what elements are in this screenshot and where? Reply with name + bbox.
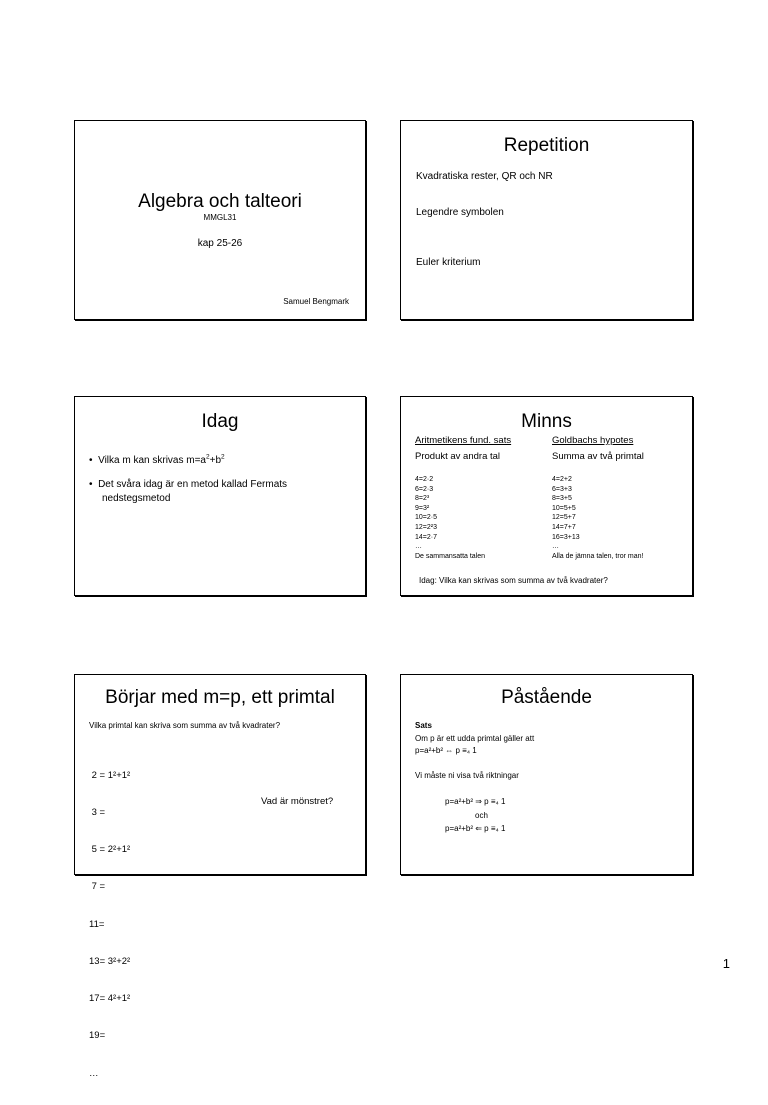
list-item: 14=7+7 bbox=[552, 523, 576, 531]
course-code: MMGL31 bbox=[203, 213, 237, 222]
sats-line-1: Om p är ett udda primtal gäller att bbox=[415, 734, 535, 743]
sats-label: Sats bbox=[415, 721, 432, 730]
right-list bbox=[552, 475, 643, 561]
slide-repetition bbox=[400, 120, 693, 320]
slide2-title: Repetition bbox=[503, 135, 590, 156]
list-item: 12=2²3 bbox=[415, 523, 437, 531]
slide-idag bbox=[74, 396, 366, 596]
slide5-title: Börjar med m=p, ett primtal bbox=[105, 687, 335, 708]
list-item: 5 = 2²+1² bbox=[89, 844, 131, 856]
och-label: och bbox=[475, 811, 488, 820]
right-header: Goldbachs hypotes bbox=[552, 435, 634, 446]
slide1-title: Algebra och talteori bbox=[138, 191, 302, 212]
list-item: 12=5+7 bbox=[552, 514, 576, 522]
repetition-item-3: Euler kriterium bbox=[416, 257, 481, 268]
left-header: Aritmetikens fund. sats bbox=[415, 435, 512, 446]
prime-list bbox=[89, 745, 130, 1105]
bullet-2-line-1: Det svåra idag är en metod kallad Fermats bbox=[98, 479, 288, 490]
list-item: 2 = 1²+1² bbox=[89, 769, 131, 781]
list-item: 14=2·7 bbox=[415, 533, 437, 541]
left-footer: De sammansatta talen bbox=[415, 552, 486, 560]
list-item: 17= 4²+1² bbox=[89, 993, 131, 1005]
list-item: 8=3+5 bbox=[552, 495, 572, 503]
sats-line-3: Vi måste ni visa två riktningar bbox=[415, 771, 519, 780]
bullet-2-line-2: nedstegsmetod bbox=[102, 493, 171, 504]
list-item: 13= 3²+2² bbox=[89, 955, 131, 967]
right-subheader: Summa av två primtal bbox=[552, 451, 644, 462]
list-item: 7 = bbox=[89, 881, 106, 893]
bullet-1: • Vilka m kan skrivas $m=a^2+b^2$ bbox=[89, 453, 225, 466]
list-item: 6=2·3 bbox=[415, 485, 434, 493]
sats-line-2: p=a²+b² ⇔ p ≡₄ 1 bbox=[415, 746, 477, 755]
page-number: 1 bbox=[722, 956, 730, 971]
bullet-dot-icon: • bbox=[89, 479, 93, 490]
slide6-title: Påstående bbox=[501, 687, 592, 708]
slide-minns bbox=[400, 396, 693, 596]
list-item: … bbox=[552, 543, 559, 551]
direction-2: p=a²+b² ⇐ p ≡₄ 1 bbox=[445, 824, 506, 833]
list-item: 19= bbox=[89, 1030, 106, 1042]
list-item: 4=2·2 bbox=[415, 476, 434, 483]
slide-pastaende bbox=[400, 674, 693, 875]
direction-1: p=a²+b² ⇒ p ≡₄ 1 bbox=[445, 797, 506, 806]
list-item: 10=5+5 bbox=[552, 504, 576, 512]
pattern-question: Vad är mönstret? bbox=[261, 796, 334, 807]
chapters: kap 25-26 bbox=[197, 238, 243, 249]
repetition-item-1: Kvadratiska rester, QR och NR bbox=[416, 171, 553, 182]
bullet-2 bbox=[89, 479, 287, 490]
prime-question: Vilka primtal kan skriva som summa av två kvadrater? bbox=[89, 721, 281, 730]
list-item: 16=3+13 bbox=[552, 533, 580, 541]
list-item: … bbox=[415, 543, 422, 551]
list-item: 4=2+2 bbox=[552, 476, 572, 483]
right-footer: Alla de jämna talen, tror man! bbox=[552, 552, 644, 560]
slide3-title: Idag bbox=[201, 411, 239, 432]
author: Samuel Bengmark bbox=[283, 297, 349, 306]
left-subheader: Produkt av andra tal bbox=[415, 451, 501, 462]
list-item: 6=3+3 bbox=[552, 485, 572, 493]
list-item: 11= bbox=[89, 918, 105, 930]
list-item: 8=2³ bbox=[415, 495, 430, 503]
left-list bbox=[415, 475, 485, 561]
slide-borjar bbox=[74, 674, 366, 1079]
list-item: … bbox=[89, 1067, 99, 1079]
list-item: 3 = bbox=[89, 807, 106, 819]
slide-title bbox=[74, 120, 366, 320]
bullet-1-text: Vilka m kan skrivas m=a bbox=[98, 455, 206, 466]
list-item: 9=3² bbox=[415, 504, 430, 512]
minns-bottom-line: Idag: Vilka kan skrivas som summa av två kvadrater? bbox=[419, 576, 608, 585]
bullet-dot-icon: • bbox=[89, 455, 93, 466]
list-item: 10=2·5 bbox=[415, 514, 437, 522]
repetition-item-2: Legendre symbolen bbox=[416, 207, 504, 218]
slide4-title: Minns bbox=[521, 411, 572, 432]
